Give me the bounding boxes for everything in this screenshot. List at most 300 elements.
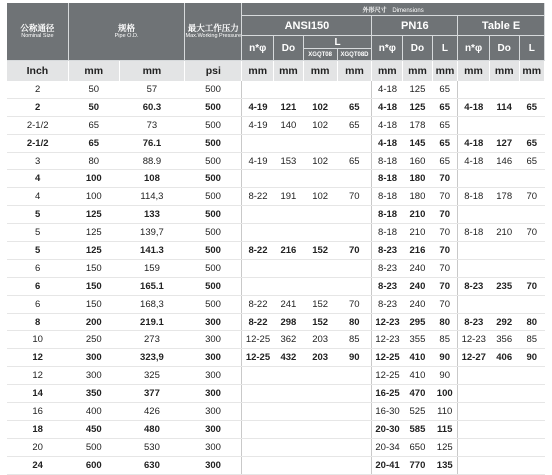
table-cell: 8-23: [458, 277, 490, 295]
table-cell: 500: [185, 81, 242, 98]
table-cell: [274, 170, 304, 188]
table-cell: 114: [489, 98, 519, 116]
table-cell: 70: [432, 295, 457, 313]
table-cell: 4-18: [372, 134, 403, 152]
table-cell: 8-18: [372, 206, 403, 224]
table-cell: [519, 367, 544, 385]
table-cell: 8-23: [372, 259, 403, 277]
table-cell: 139,7: [119, 224, 185, 242]
table-row: [7, 242, 545, 260]
ansi-nphi-header: n*φ: [242, 36, 274, 61]
table-cell: 219.1: [119, 313, 185, 331]
table-cell: 6: [7, 259, 68, 277]
table-row: [7, 349, 545, 367]
table-cell: 5: [7, 206, 68, 224]
table-cell: 57: [119, 81, 185, 98]
table-cell: 12: [7, 367, 68, 385]
table-cell: 6: [7, 277, 68, 295]
table-cell: 70: [432, 224, 457, 242]
unit-cell: Inch: [7, 61, 68, 82]
table-cell: 500: [185, 206, 242, 224]
table-cell: [303, 259, 337, 277]
table-cell: 4-18: [372, 81, 403, 98]
pipe-od-cn: 规格: [118, 23, 136, 33]
spec-table-container: [7, 3, 545, 475]
table-cell: 85: [337, 331, 372, 349]
pipe-od-en: Pipe O.D.: [114, 33, 139, 39]
table-row: [7, 367, 545, 385]
table-cell: [489, 385, 519, 403]
table-cell: 70: [519, 188, 544, 206]
table-cell: 400: [68, 403, 119, 421]
table-cell: 500: [185, 134, 242, 152]
table-cell: [242, 134, 274, 152]
table-cell: 355: [403, 331, 433, 349]
table-cell: [458, 456, 490, 474]
table-cell: 140: [274, 116, 304, 134]
table-cell: 24: [7, 456, 68, 474]
table-cell: 85: [432, 331, 457, 349]
table-cell: 70: [337, 242, 372, 260]
pn16-l-header: L: [432, 36, 457, 61]
table-cell: 60.3: [119, 98, 185, 116]
table-cell: 4-19: [242, 98, 274, 116]
table-cell: 216: [403, 242, 433, 260]
table-cell: 8-23: [458, 313, 490, 331]
table-cell: 8-18: [372, 152, 403, 170]
table-cell: [274, 277, 304, 295]
table-cell: 4: [7, 170, 68, 188]
table-cell: [519, 116, 544, 134]
table-row: [7, 81, 545, 98]
table-cell: 8-18: [372, 170, 403, 188]
table-cell: [303, 438, 337, 456]
table-cell: 323,9: [119, 349, 185, 367]
table-cell: 2: [7, 81, 68, 98]
table-cell: 70: [337, 295, 372, 313]
table-cell: 146: [489, 152, 519, 170]
table-cell: 65: [432, 81, 457, 98]
table-cell: 50: [68, 81, 119, 98]
table-e-header: Table E: [458, 16, 545, 36]
table-cell: [458, 403, 490, 421]
table-cell: 300: [185, 385, 242, 403]
table-cell: 102: [303, 116, 337, 134]
table-cell: [242, 259, 274, 277]
table-cell: [303, 385, 337, 403]
dimensions-header: [242, 3, 545, 16]
table-cell: 406: [489, 349, 519, 367]
table-cell: 90: [519, 349, 544, 367]
table-row: [7, 295, 545, 313]
table-cell: 300: [185, 420, 242, 438]
table-cell: [274, 438, 304, 456]
table-cell: 5: [7, 224, 68, 242]
unit-cell: mm: [68, 61, 119, 82]
unit-cell: mm: [458, 61, 490, 82]
pipe-od-header: [68, 3, 184, 61]
table-cell: [303, 367, 337, 385]
table-cell: [242, 277, 274, 295]
pressure-en: Max.Working Pressure: [185, 33, 242, 39]
table-row: [7, 116, 545, 134]
table-cell: [519, 456, 544, 474]
table-cell: 20-34: [372, 438, 403, 456]
table-cell: 168,3: [119, 295, 185, 313]
table-cell: 88.9: [119, 152, 185, 170]
table-cell: 12-23: [372, 331, 403, 349]
table-cell: 65: [337, 152, 372, 170]
table-cell: 108: [119, 170, 185, 188]
table-cell: [337, 206, 372, 224]
table-cell: 500: [185, 116, 242, 134]
unit-cell: mm: [119, 61, 185, 82]
table-cell: 770: [403, 456, 433, 474]
table-cell: [337, 224, 372, 242]
table-cell: [242, 420, 274, 438]
table-row: [7, 152, 545, 170]
table-cell: 8-18: [372, 188, 403, 206]
table-cell: 241: [274, 295, 304, 313]
table-cell: 125: [432, 438, 457, 456]
table-cell: 500: [185, 295, 242, 313]
table-cell: 152: [303, 242, 337, 260]
table-cell: 12-25: [372, 349, 403, 367]
table-row: [7, 134, 545, 152]
ansi-l-header: L: [303, 36, 372, 49]
table-cell: 4-18: [458, 152, 490, 170]
table-cell: 250: [68, 331, 119, 349]
table-cell: 500: [185, 224, 242, 242]
table-cell: 12-23: [372, 313, 403, 331]
table-cell: [242, 456, 274, 474]
table-cell: 300: [185, 367, 242, 385]
table-cell: 12-25: [372, 367, 403, 385]
table-cell: 4-18: [372, 116, 403, 134]
table-cell: 8-18: [458, 188, 490, 206]
dimensions-cn: 外形尺寸: [362, 7, 387, 14]
table-cell: 114,3: [119, 188, 185, 206]
table-cell: 100: [432, 385, 457, 403]
table-body: [7, 81, 545, 474]
table-cell: [519, 385, 544, 403]
table-row: [7, 98, 545, 116]
table-cell: 300: [185, 456, 242, 474]
table-cell: 525: [403, 403, 433, 421]
table-cell: 20: [7, 438, 68, 456]
unit-cell: mm: [242, 61, 274, 82]
table-cell: 150: [68, 295, 119, 313]
table-cell: 145: [403, 134, 433, 152]
table-cell: [489, 259, 519, 277]
table-cell: 240: [403, 259, 433, 277]
table-cell: 12-27: [458, 349, 490, 367]
table-cell: 630: [119, 456, 185, 474]
table-cell: 240: [403, 295, 433, 313]
table-cell: 362: [274, 331, 304, 349]
table-cell: 8: [7, 313, 68, 331]
pn16-do-header: Do: [403, 36, 433, 61]
table-cell: [458, 81, 490, 98]
table-cell: 50: [68, 98, 119, 116]
unit-cell: mm: [432, 61, 457, 82]
unit-cell: mm: [337, 61, 372, 82]
nominal-size-header: [7, 3, 68, 61]
table-row: [7, 188, 545, 206]
table-cell: 70: [432, 242, 457, 260]
table-cell: 125: [403, 81, 433, 98]
table-cell: 2: [7, 98, 68, 116]
table-cell: [458, 420, 490, 438]
table-cell: 6: [7, 295, 68, 313]
table-cell: 410: [403, 367, 433, 385]
table-cell: 325: [119, 367, 185, 385]
table-cell: 4-18: [458, 98, 490, 116]
table-row: [7, 438, 545, 456]
table-cell: 500: [185, 98, 242, 116]
table-header: [7, 3, 545, 81]
unit-cell: mm: [274, 61, 304, 82]
unit-cell: mm: [519, 61, 544, 82]
table-cell: 141.3: [119, 242, 185, 260]
table-cell: 8-22: [242, 313, 274, 331]
table-cell: [337, 259, 372, 277]
table-cell: 70: [432, 259, 457, 277]
table-cell: [242, 385, 274, 403]
table-cell: 210: [403, 224, 433, 242]
table-cell: 70: [432, 188, 457, 206]
table-cell: 165.1: [119, 277, 185, 295]
table-cell: [274, 367, 304, 385]
table-cell: 152: [303, 313, 337, 331]
table-row: [7, 385, 545, 403]
table-cell: [274, 420, 304, 438]
table-cell: 432: [274, 349, 304, 367]
table-cell: [242, 206, 274, 224]
table-cell: [337, 385, 372, 403]
table-row: [7, 456, 545, 474]
table-cell: 650: [403, 438, 433, 456]
table-cell: [458, 259, 490, 277]
table-cell: 73: [119, 116, 185, 134]
table-cell: [458, 295, 490, 313]
ansi-do-header: Do: [274, 36, 304, 61]
table-cell: 300: [68, 367, 119, 385]
table-cell: 102: [303, 98, 337, 116]
ansi150-header: ANSI150: [242, 16, 372, 36]
table-cell: 273: [119, 331, 185, 349]
table-cell: 125: [68, 242, 119, 260]
table-cell: 12: [7, 349, 68, 367]
units-row: [7, 61, 545, 82]
table-cell: [519, 420, 544, 438]
table-cell: 150: [68, 259, 119, 277]
table-cell: 500: [185, 152, 242, 170]
table-cell: 90: [432, 349, 457, 367]
table-cell: 70: [519, 277, 544, 295]
table-cell: 450: [68, 420, 119, 438]
table-cell: [337, 456, 372, 474]
table-cell: [337, 438, 372, 456]
table-cell: 480: [119, 420, 185, 438]
table-cell: [337, 277, 372, 295]
table-cell: 80: [519, 313, 544, 331]
table-cell: 4-18: [372, 98, 403, 116]
table-cell: 4: [7, 188, 68, 206]
table-cell: 76.1: [119, 134, 185, 152]
table-cell: 85: [519, 331, 544, 349]
table-cell: 235: [489, 277, 519, 295]
table-cell: 135: [432, 456, 457, 474]
table-cell: [519, 259, 544, 277]
table-cell: 180: [403, 188, 433, 206]
table-cell: [458, 242, 490, 260]
table-cell: [337, 420, 372, 438]
table-cell: [303, 170, 337, 188]
tablee-l-header: L: [519, 36, 544, 61]
table-cell: [303, 403, 337, 421]
table-cell: [303, 420, 337, 438]
table-cell: 65: [337, 116, 372, 134]
nominal-size-cn: 公称通径: [20, 23, 55, 33]
table-cell: [337, 134, 372, 152]
table-cell: [337, 81, 372, 98]
table-cell: 295: [403, 313, 433, 331]
table-cell: [303, 224, 337, 242]
table-cell: 100: [68, 170, 119, 188]
table-cell: 216: [274, 242, 304, 260]
table-cell: 80: [337, 313, 372, 331]
table-cell: 102: [303, 188, 337, 206]
pressure-cn: 最大工作压力: [187, 23, 239, 33]
table-cell: 160: [403, 152, 433, 170]
table-cell: 65: [432, 134, 457, 152]
table-row: [7, 331, 545, 349]
xgqt08-header: XGQT08: [303, 49, 337, 61]
table-cell: 150: [68, 277, 119, 295]
table-cell: 300: [68, 349, 119, 367]
table-cell: [274, 403, 304, 421]
table-cell: 12-25: [242, 331, 274, 349]
table-cell: [458, 385, 490, 403]
table-cell: [303, 277, 337, 295]
table-cell: 191: [274, 188, 304, 206]
table-cell: 133: [119, 206, 185, 224]
table-cell: 530: [119, 438, 185, 456]
table-cell: 300: [185, 349, 242, 367]
table-cell: 356: [489, 331, 519, 349]
table-cell: [519, 81, 544, 98]
table-cell: 80: [68, 152, 119, 170]
table-cell: 410: [403, 349, 433, 367]
table-row: [7, 313, 545, 331]
table-cell: [242, 81, 274, 98]
table-cell: [519, 206, 544, 224]
table-cell: [489, 403, 519, 421]
table-cell: 70: [432, 170, 457, 188]
table-cell: 2-1/2: [7, 116, 68, 134]
table-cell: [274, 385, 304, 403]
table-cell: [303, 456, 337, 474]
table-cell: 70: [337, 188, 372, 206]
table-cell: 110: [432, 403, 457, 421]
table-cell: 4-19: [242, 116, 274, 134]
table-cell: 300: [185, 403, 242, 421]
unit-cell: mm: [489, 61, 519, 82]
table-cell: 470: [403, 385, 433, 403]
table-cell: 3: [7, 152, 68, 170]
table-cell: [458, 116, 490, 134]
xgqt08d-header: XGQT08D: [337, 49, 372, 61]
table-cell: [489, 206, 519, 224]
table-cell: [242, 367, 274, 385]
table-row: [7, 206, 545, 224]
table-cell: 16: [7, 403, 68, 421]
table-cell: 500: [68, 438, 119, 456]
table-cell: 159: [119, 259, 185, 277]
table-cell: 500: [185, 259, 242, 277]
unit-cell: psi: [185, 61, 242, 82]
table-cell: 8-23: [372, 242, 403, 260]
table-row: [7, 277, 545, 295]
table-cell: 4-18: [458, 134, 490, 152]
table-cell: [489, 242, 519, 260]
tablee-nphi-header: n*φ: [458, 36, 490, 61]
table-cell: 8-22: [242, 188, 274, 206]
table-cell: 121: [274, 98, 304, 116]
table-cell: 210: [403, 206, 433, 224]
table-cell: 8-18: [372, 224, 403, 242]
table-cell: [489, 116, 519, 134]
table-cell: 14: [7, 385, 68, 403]
table-cell: [489, 367, 519, 385]
table-cell: [337, 403, 372, 421]
table-cell: 500: [185, 277, 242, 295]
table-cell: 125: [403, 98, 433, 116]
table-cell: [458, 438, 490, 456]
table-cell: [458, 170, 490, 188]
pn16-header: PN16: [372, 16, 458, 36]
unit-cell: mm: [403, 61, 433, 82]
table-row: [7, 403, 545, 421]
table-cell: [242, 224, 274, 242]
table-cell: 8-23: [372, 295, 403, 313]
table-cell: 300: [185, 313, 242, 331]
table-cell: 70: [519, 224, 544, 242]
table-cell: 100: [68, 188, 119, 206]
table-cell: 180: [403, 170, 433, 188]
table-cell: [519, 438, 544, 456]
table-cell: 200: [68, 313, 119, 331]
table-cell: [458, 367, 490, 385]
table-cell: [519, 242, 544, 260]
table-cell: 152: [303, 295, 337, 313]
table-cell: 300: [185, 331, 242, 349]
table-cell: 178: [489, 188, 519, 206]
table-cell: 115: [432, 420, 457, 438]
table-cell: 125: [68, 206, 119, 224]
table-cell: 90: [337, 349, 372, 367]
table-cell: [489, 81, 519, 98]
table-cell: 178: [403, 116, 433, 134]
table-cell: 16-30: [372, 403, 403, 421]
table-cell: 125: [68, 224, 119, 242]
table-cell: 65: [432, 152, 457, 170]
table-cell: 2-1/2: [7, 134, 68, 152]
table-cell: 500: [185, 188, 242, 206]
table-cell: 8-22: [242, 295, 274, 313]
table-row: [7, 224, 545, 242]
